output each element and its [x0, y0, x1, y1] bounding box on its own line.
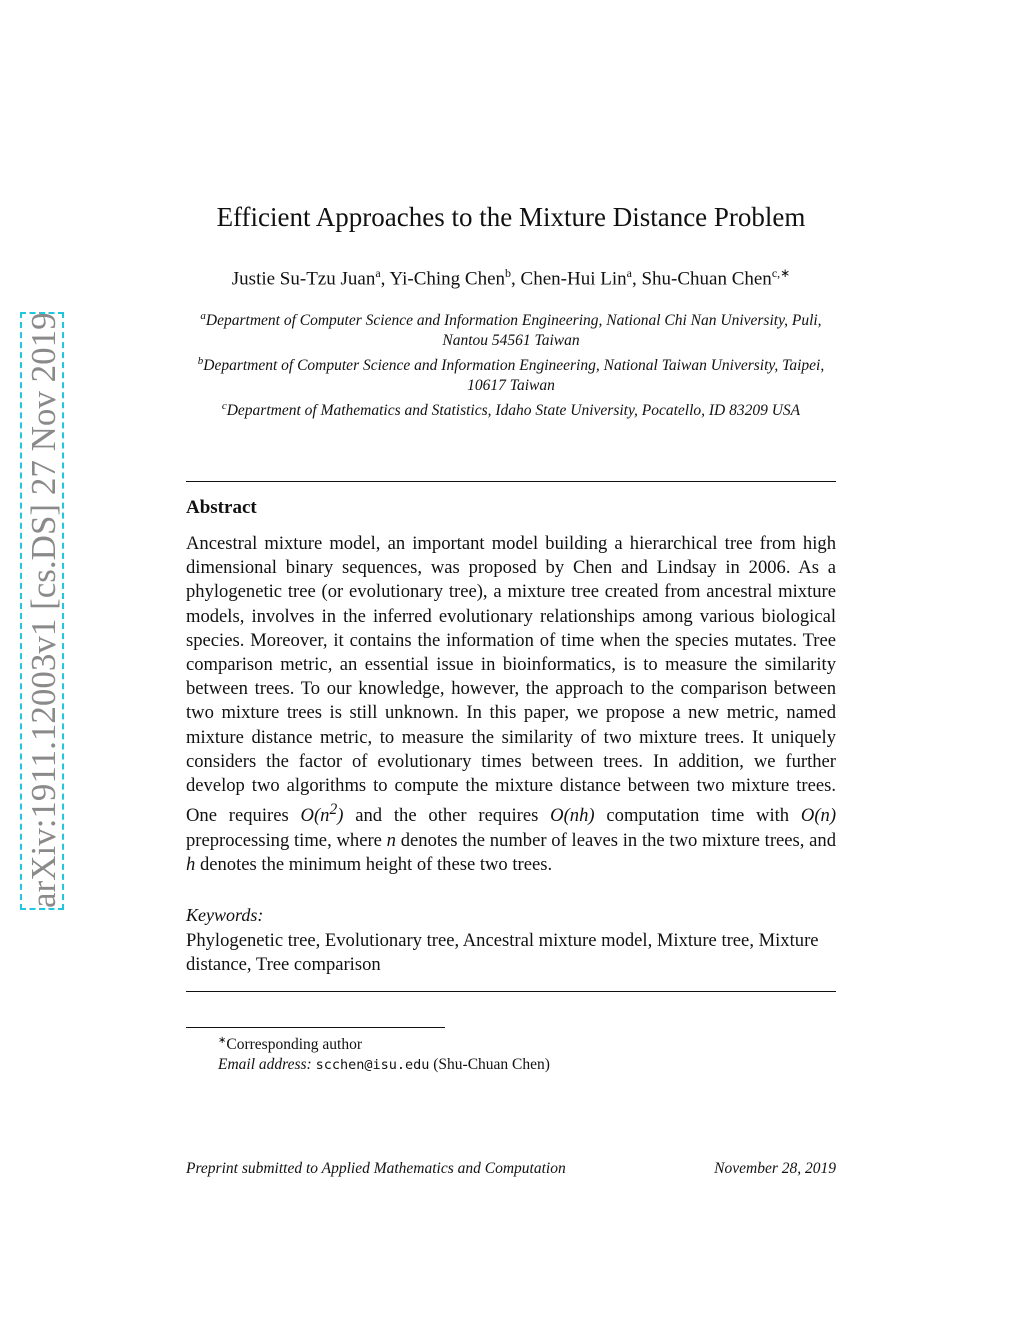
footer-date: November 28, 2019 — [714, 1160, 836, 1177]
affiliation-text: Department of Computer Science and Information Engineering, National Chi Nan University, Puli, Nantou 54561 Taiwan — [205, 312, 822, 350]
footnote-text: Corresponding author — [226, 1036, 362, 1054]
affiliation — [186, 306, 836, 351]
math-complexity: O(n — [300, 805, 330, 827]
math-variable: h — [186, 853, 196, 875]
affiliation-mark: b — [197, 355, 204, 368]
author-name: Chen-Hui Lin — [520, 268, 627, 290]
footnote-corresponding — [218, 1031, 550, 1055]
footnote — [218, 1031, 550, 1075]
abstract-segment: denotes the minimum height of these two trees. — [199, 853, 553, 875]
abstract-segment: Ancestral mixture model, an important model building a hierarchical tree from high dimensional binary sequences, was proposed by Chen and Lindsay in 2006. As a phylogenetic tree (or evolutionary tree), a mixture tree created from ancestral mixture models, involves in the inferred evolutionary relationships among various biological species. Moreover, it contains the information of time when the species mutates. Tree comparison metric, an essential issue in bioinformatics, is to measure the similarity between trees. To our knowledge, however, the approach to the comparison between two mixture trees is still unknown. In this paper, we propose a new metric, named mixture distance metric, to measure the similarity of two mixture trees. It uniquely considers the factor of evolutionary times between trees. In addition, we further develop two algorithms to compute the mixture distance between two mixture trees. One requires — [186, 533, 836, 827]
abstract-heading: Abstract — [186, 497, 257, 518]
author-list: Justie Su-Tzu Juan$^a$, Yi-Ching Chen$^b$, Chen-Hui Lin$^a$, Shu-Chuan Chen$^{c,∗}$ — [231, 266, 791, 290]
preprint-note: Preprint submitted to Applied Mathematics and Computation — [186, 1160, 566, 1177]
math-paren: ) — [337, 805, 344, 827]
affiliation-text: Department of Computer Science and Information Engineering, National Taiwan University, Taipei, 10617 Taiwan — [203, 357, 825, 395]
math-variable: n — [386, 829, 396, 851]
abstract-segment: denotes the number of leaves in the two mixture trees, and — [400, 829, 836, 851]
author-affil-mark: a — [626, 266, 632, 280]
author-name: Yi-Ching Chen — [389, 268, 506, 290]
author-name: Shu-Chuan Chen — [641, 268, 772, 290]
affiliation — [186, 396, 836, 421]
abstract-segment: and the other requires — [355, 805, 539, 827]
footnote-mark: ∗ — [218, 1035, 227, 1046]
arxiv-identifier[interactable]: arXiv:1911.12003v1 [cs.DS] 27 Nov 2019 — [24, 312, 63, 908]
abstract-segment: preprocessing time, where — [186, 829, 382, 851]
author-affil-mark: b — [505, 266, 512, 280]
paper-title: Efficient Approaches to the Mixture Distance Problem — [216, 202, 806, 232]
footnote-email — [218, 1055, 550, 1075]
math-exponent: 2 — [329, 801, 338, 819]
abstract-segment: computation time with — [606, 805, 790, 827]
arxiv-stamp-border — [20, 312, 64, 910]
keywords-heading: Keywords: — [186, 905, 264, 925]
author-affil-mark: a — [375, 266, 381, 280]
email-owner: (Shu-Chuan Chen) — [433, 1056, 550, 1074]
math-complexity: O(n) — [800, 805, 837, 827]
email-label: Email address: — [218, 1056, 312, 1074]
abstract-bottom-rule — [186, 991, 836, 992]
abstract-text — [186, 532, 836, 877]
keywords-list: Phylogenetic tree, Evolutionary tree, Ancestral mixture model, Mixture tree, Mixture distance, Tree comparison — [186, 930, 819, 976]
affiliation — [186, 351, 836, 396]
email-address[interactable]: scchen@isu.edu — [315, 1057, 430, 1074]
math-complexity: O(nh) — [550, 805, 595, 827]
author-affil-mark: c,∗ — [771, 266, 791, 280]
abstract-top-rule — [186, 481, 836, 482]
affiliation-text: Department of Mathematics and Statistics, Idaho State University, Pocatello, ID 83209 USA — [226, 402, 801, 420]
affiliation-mark: a — [200, 310, 206, 322]
affiliation-mark: c — [221, 400, 227, 413]
affiliation-list — [186, 306, 836, 421]
footnote-rule — [186, 1027, 445, 1028]
author-name: Justie Su-Tzu Juan — [231, 268, 376, 290]
